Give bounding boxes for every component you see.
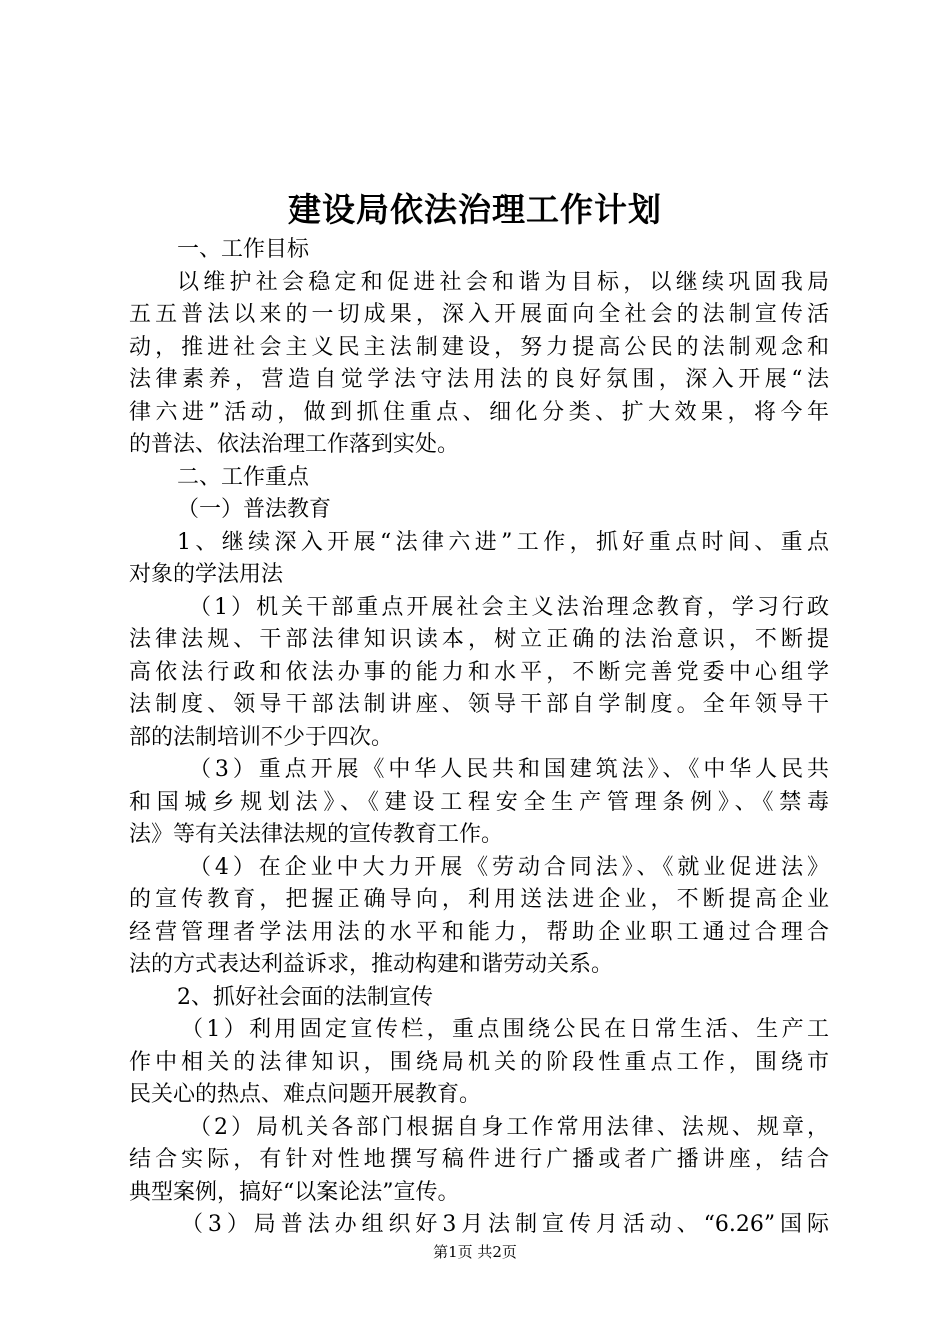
- paragraph-line: （2）局机关各部门根据自身工作常用法律、法规、规章，: [189, 1114, 829, 1140]
- paragraph-line: 五五普法以来的一切成果，深入开展面向全社会的法制宣传活: [129, 302, 829, 327]
- paragraph-line: （3）局普法办组织好3月法制宣传月活动、“6.26”国际: [181, 1212, 829, 1237]
- paragraph-line: 法制度、领导干部法制讲座、领导干部自学制度。全年领导干: [129, 692, 829, 717]
- section-heading: 一、工作目标: [177, 237, 310, 262]
- paragraph-line: 法的方式表达利益诉求，推动构建和谐劳动关系。: [129, 952, 614, 977]
- paragraph-line: 结合实际，有针对性地撰写稿件进行广播或者广播讲座，结合: [129, 1147, 829, 1172]
- paragraph-line: 对象的学法用法: [129, 562, 284, 587]
- paragraph-line: （1）利用固定宣传栏，重点围绕公民在日常生活、生产工: [181, 1017, 829, 1042]
- paragraph-line: 经营管理者学法用法的水平和能力，帮助企业职工通过合理合: [129, 919, 829, 945]
- paragraph-line: （4）在企业中大力开展《劳动合同法》、《就业促进法》: [189, 854, 829, 880]
- section-heading: 二、工作重点: [177, 464, 310, 490]
- document-title: 建设局依法治理工作计划: [288, 190, 662, 229]
- paragraph-line: （3）重点开展《中华人民共和国建筑法》、《中华人民共: [189, 757, 829, 782]
- paragraph-line: 民关心的热点、难点问题开展教育。: [129, 1082, 482, 1107]
- paragraph-line: 律六进”活动，做到抓住重点、细化分类、扩大效果，将今年: [129, 399, 829, 425]
- document-body: [129, 234, 829, 1242]
- paragraph-line: 部的法制培训不少于四次。: [129, 724, 394, 750]
- paragraph-line: （1）机关干部重点开展社会主义法治理念教育，学习行政: [189, 594, 829, 620]
- page-footer: 第1页 共2页: [433, 1243, 517, 1261]
- paragraph-line: 作中相关的法律知识，围绕局机关的阶段性重点工作，围绕市: [129, 1049, 829, 1075]
- paragraph-line: 动，推进社会主义民主法制建设，努力提高公民的法制观念和: [129, 334, 829, 360]
- paragraph-line: 和国城乡规划法》、《建设工程安全生产管理条例》、《禁毒: [129, 789, 829, 815]
- paragraph-line: 1、继续深入开展“法律六进”工作，抓好重点时间、重点: [177, 529, 829, 555]
- paragraph-line: 高依法行政和依法办事的能力和水平，不断完善党委中心组学: [129, 659, 829, 685]
- paragraph-line: 法律法规、干部法律知识读本，树立正确的法治意识，不断提: [129, 627, 829, 652]
- paragraph-line: 典型案例，搞好“以案论法”宣传。: [129, 1179, 460, 1205]
- subsection-heading: （一）普法教育: [177, 497, 332, 522]
- paragraph-line: 的普法、依法治理工作落到实处。: [129, 432, 460, 457]
- subsection-heading: 2、抓好社会面的法制宣传: [177, 984, 433, 1010]
- paragraph-line: 的宣传教育，把握正确导向，利用送法进企业，不断提高企业: [129, 887, 829, 912]
- paragraph-line: 法律素养，营造自觉学法守法用法的良好氛围，深入开展“法: [129, 367, 829, 392]
- paragraph-line: 以维护社会稳定和促进社会和谐为目标，以继续巩固我局: [177, 269, 829, 295]
- paragraph-line: 法》等有关法律法规的宣传教育工作。: [129, 822, 504, 847]
